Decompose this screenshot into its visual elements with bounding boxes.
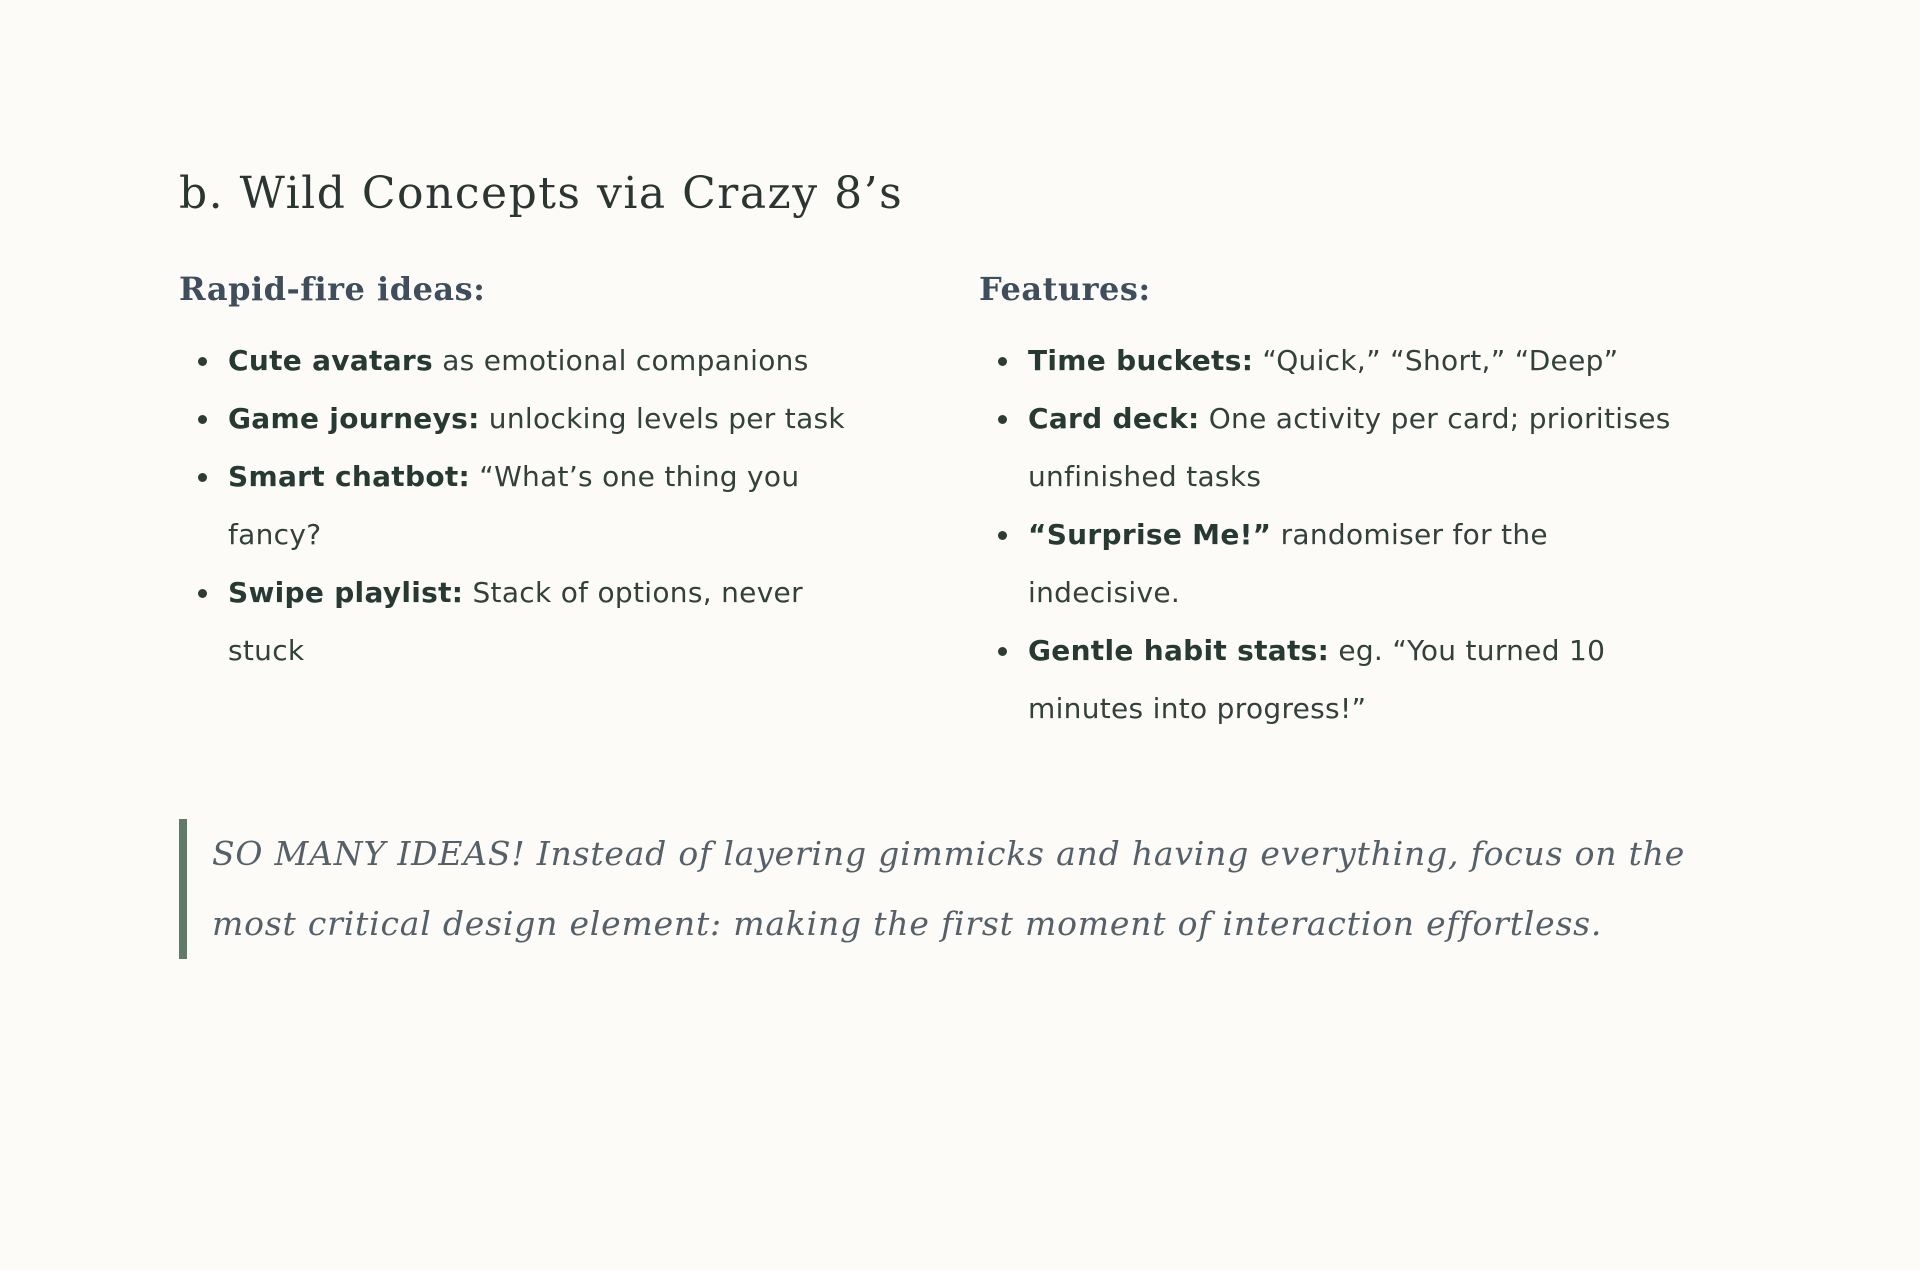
features-list: [979, 332, 1699, 738]
bullet-icon: [198, 473, 207, 482]
features-column: [979, 268, 1699, 738]
bullet-icon: [998, 415, 1007, 424]
item-label: Card deck:: [1028, 402, 1200, 435]
list-item: [179, 448, 859, 564]
item-text: “Quick,” “Short,” “Deep”: [1253, 344, 1619, 377]
bullet-icon: [998, 647, 1007, 656]
section-title: b. Wild Concepts via Crazy 8’s: [179, 168, 904, 219]
bullet-icon: [198, 415, 207, 424]
features-heading: Features:: [979, 270, 1151, 308]
list-item: [179, 564, 859, 680]
list-item: [979, 390, 1699, 506]
item-text: “What’s one thing you fancy?: [228, 460, 800, 551]
list-item: [979, 506, 1699, 622]
item-label: Gentle habit stats:: [1028, 634, 1330, 667]
item-label: Game journeys:: [228, 402, 480, 435]
list-item: [979, 622, 1699, 738]
item-text: Stack of options, never stuck: [228, 576, 803, 667]
item-text: as emotional companions: [433, 344, 809, 377]
rapid-fire-ideas-heading: Rapid-fire ideas:: [179, 270, 486, 308]
rapid-fire-ideas-list: [179, 332, 859, 680]
item-text: eg. “You turned 10 minutes into progress!”: [1028, 634, 1606, 725]
list-item: [979, 332, 1699, 390]
quote-text: SO MANY IDEAS! Instead of layering gimmicks and having everything, focus on the most critical design element: making the first moment of interaction effortless.: [212, 834, 1686, 943]
item-label: Swipe playlist:: [228, 576, 464, 609]
list-item: [179, 332, 859, 390]
item-label: Smart chatbot:: [228, 460, 471, 493]
bullet-icon: [998, 357, 1007, 366]
content-page: [179, 160, 1741, 943]
item-text: randomiser for the indecisive.: [1028, 518, 1548, 609]
item-label: “Surprise Me!”: [1028, 518, 1272, 551]
rapid-fire-ideas-column: [179, 268, 859, 680]
item-label: Cute avatars: [228, 344, 434, 377]
bullet-icon: [198, 357, 207, 366]
item-text: unlocking levels per task: [479, 402, 845, 435]
columns: [179, 268, 1741, 725]
bullet-icon: [998, 531, 1007, 540]
item-text: One activity per card; prioritises unfinished tasks: [1028, 402, 1671, 493]
list-item: [179, 390, 859, 448]
item-label: Time buckets:: [1028, 344, 1254, 377]
callout-quote: [179, 819, 1741, 959]
bullet-icon: [198, 589, 207, 598]
